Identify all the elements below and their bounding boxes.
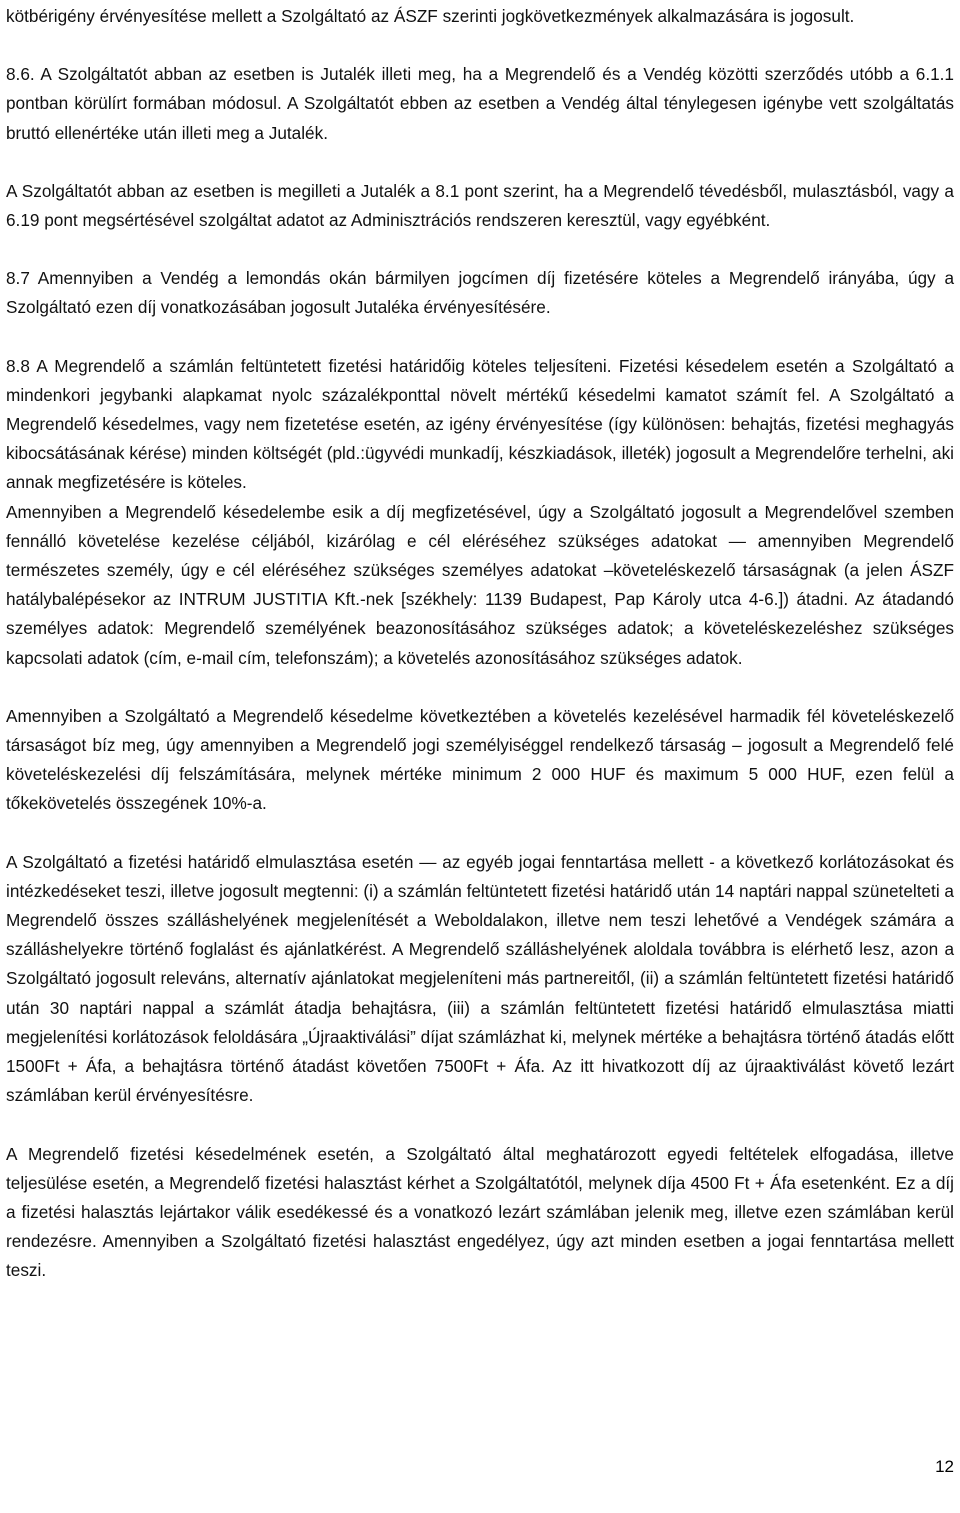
document-page bbox=[6, 0, 954, 1513]
paragraph-hatarido-elmulasztas: A Szolgáltató a fizetési határidő elmulasztása esetén — az egyéb jogai fenntartása mellett - a következő korlátozásokat és intézkedéseket teszi, illetve jogosult megtenni: (i) a számlán feltüntetett fizetési határidő után 14 naptári nappal szünetelteti a Megrendelő összes szálláshelyének megjelenítését a Weboldalakon, illetve nem teszi lehetővé a Vendégek számára a szálláshelyekre történő foglalást és ajánlatkérést. A Megrendelő szálláshelyének aloldala továbbra is elérhető lesz, azon a Szolgáltató jogosult releváns, alternatív ajánlatokat megjeleníteni más partnereitől, (ii) a számlán feltüntetett fizetési határidő után 30 naptári nappal a számlát átadja behajtásra, (iii) a számlán feltüntetett fizetési határidő elmulasztása miatti megjelenítési korlátozások feloldására „Újraaktiválási” díjat számlázhat ki, melynek mértéke a behajtásra történő átadás előtt 1500Ft + Áfa, a behajtásra történő átadást követően 7500Ft + Áfa. Az itt hivatkozott díj az újraaktiválást követő lezárt számlában kerül érvényesítésre. bbox=[6, 851, 954, 1106]
paragraph-8-6: 8.6. A Szolgáltatót abban az esetben is Jutalék illeti meg, ha a Megrendelő és a Vendég közötti szerződés utóbb a 6.1.1 pontban körülírt formában módosul. A Szolgáltatót ebben az esetben a Vendég által ténylegesen igénybe vett szolgáltatás bruttó ellenértéke után illeti meg a Jutalék. bbox=[6, 64, 954, 143]
page-number: 12 bbox=[935, 1457, 954, 1476]
paragraph-8-7: 8.7 Amennyiben a Vendég a lemondás okán bármilyen jogcímen díj fizetésére köteles a Megrendelő irányába, úgy a Szolgáltató ezen díj vonatkozásában jogosult Jutaléka érvényesítésére. bbox=[6, 268, 954, 318]
paragraph-fizetesi-halasztas: A Megrendelő fizetési késedelmének esetén, a Szolgáltató által meghatározott egyedi feltételek elfogadása, illetve teljesülése esetén, a Megrendelő fizetési halasztást kérhet a Szolgáltatótól, melynek díja 4500 Ft + Áfa esetenként. Ez a díj a fizetési halasztás lejártakor válik esedékessé és a vonatkozó lezárt számlában jelenik meg, illetve ezen számlában kerül rendezésre. Amennyiben a Szolgáltató fizetési halasztást engedélyez, úgy azt minden esetben a jogai fenntartása mellett teszi. bbox=[6, 1143, 954, 1281]
paragraph-jutalek-8-1: A Szolgáltatót abban az esetben is megilleti a Jutalék a 8.1 pont szerint, ha a Megrendelő tévedésből, mulasztásból, vagy a 6.19 pont megsértésével szolgáltat adatot az Adminisztrációs rendszeren keresztül, vagy egyébként. bbox=[6, 180, 954, 231]
paragraph-8-8: 8.8 A Megrendelő a számlán feltüntetett fizetési határidőig köteles teljesíteni. Fizetési késedelem esetén a Szolgáltató a mindenkori jegybanki alapkamat nyolc százalékponttal növelt mértékű késedelmi kamatot számít fel. A Szolgáltató a Megrendelő késedelmes, vagy nem fizetetése esetén, az igény érvényesítése (így különösen: behajtás, fizetési meghagyás kibocsátásának kérése) minden költségét (pld.:ügyvédi munkadíj, készkiadások, illeték) jogosult a Megrendelőre terhelni, aki annak megfizetésére is köteles. bbox=[6, 355, 954, 493]
paragraph-kovetelkezelo: Amennyiben a Szolgáltató a Megrendelő késedelme következtében a követelés kezelésével harmadik fél követeléskezelő társaságot bíz meg, úgy amennyiben a Megrendelő jogi személyiséggel rendelkező társaság – jogosult a Megrendelő felé követeléskezelési díj felszámítására, melynek mértéke minimum 2 000 HUF és maximum 5 000 HUF, ezen felül a tőkekövetelés összegének 10%-a. bbox=[6, 705, 954, 814]
paragraph-kotberigeny: kötbérigény érvényesítése mellett a Szolgáltató az ÁSZF szerinti jogkövetkezmények alkalmazására is jogosult. bbox=[6, 6, 855, 26]
paragraph-kesedelem-adatatadas: Amennyiben a Megrendelő késedelembe esik a díj megfizetésével, úgy a Szolgáltató jogosult a Megrendelővel szemben fennálló követelése kezelése céljából, kizárólag e cél eléréséhez szükséges adatokat — amennyiben Megrendelő természetes személy, úgy e cél eléréséhez szükséges személyes adatokat –követeléskezelő társaságnak (a jelen ÁSZF hatálybalépésekor az INTRUM JUSTITIA Kft.-nek [székhely: 1139 Budapest, Pap Károly utca 4-6.]) átadni. Az átadandó személyes adatok: Megrendelő személyének beazonosításához szükséges adatok; a követeléskezeléshez szükséges kapcsolati adatok (cím, e-mail cím, telefonszám); a követelés azonosításához szükséges adatok. bbox=[6, 501, 954, 668]
